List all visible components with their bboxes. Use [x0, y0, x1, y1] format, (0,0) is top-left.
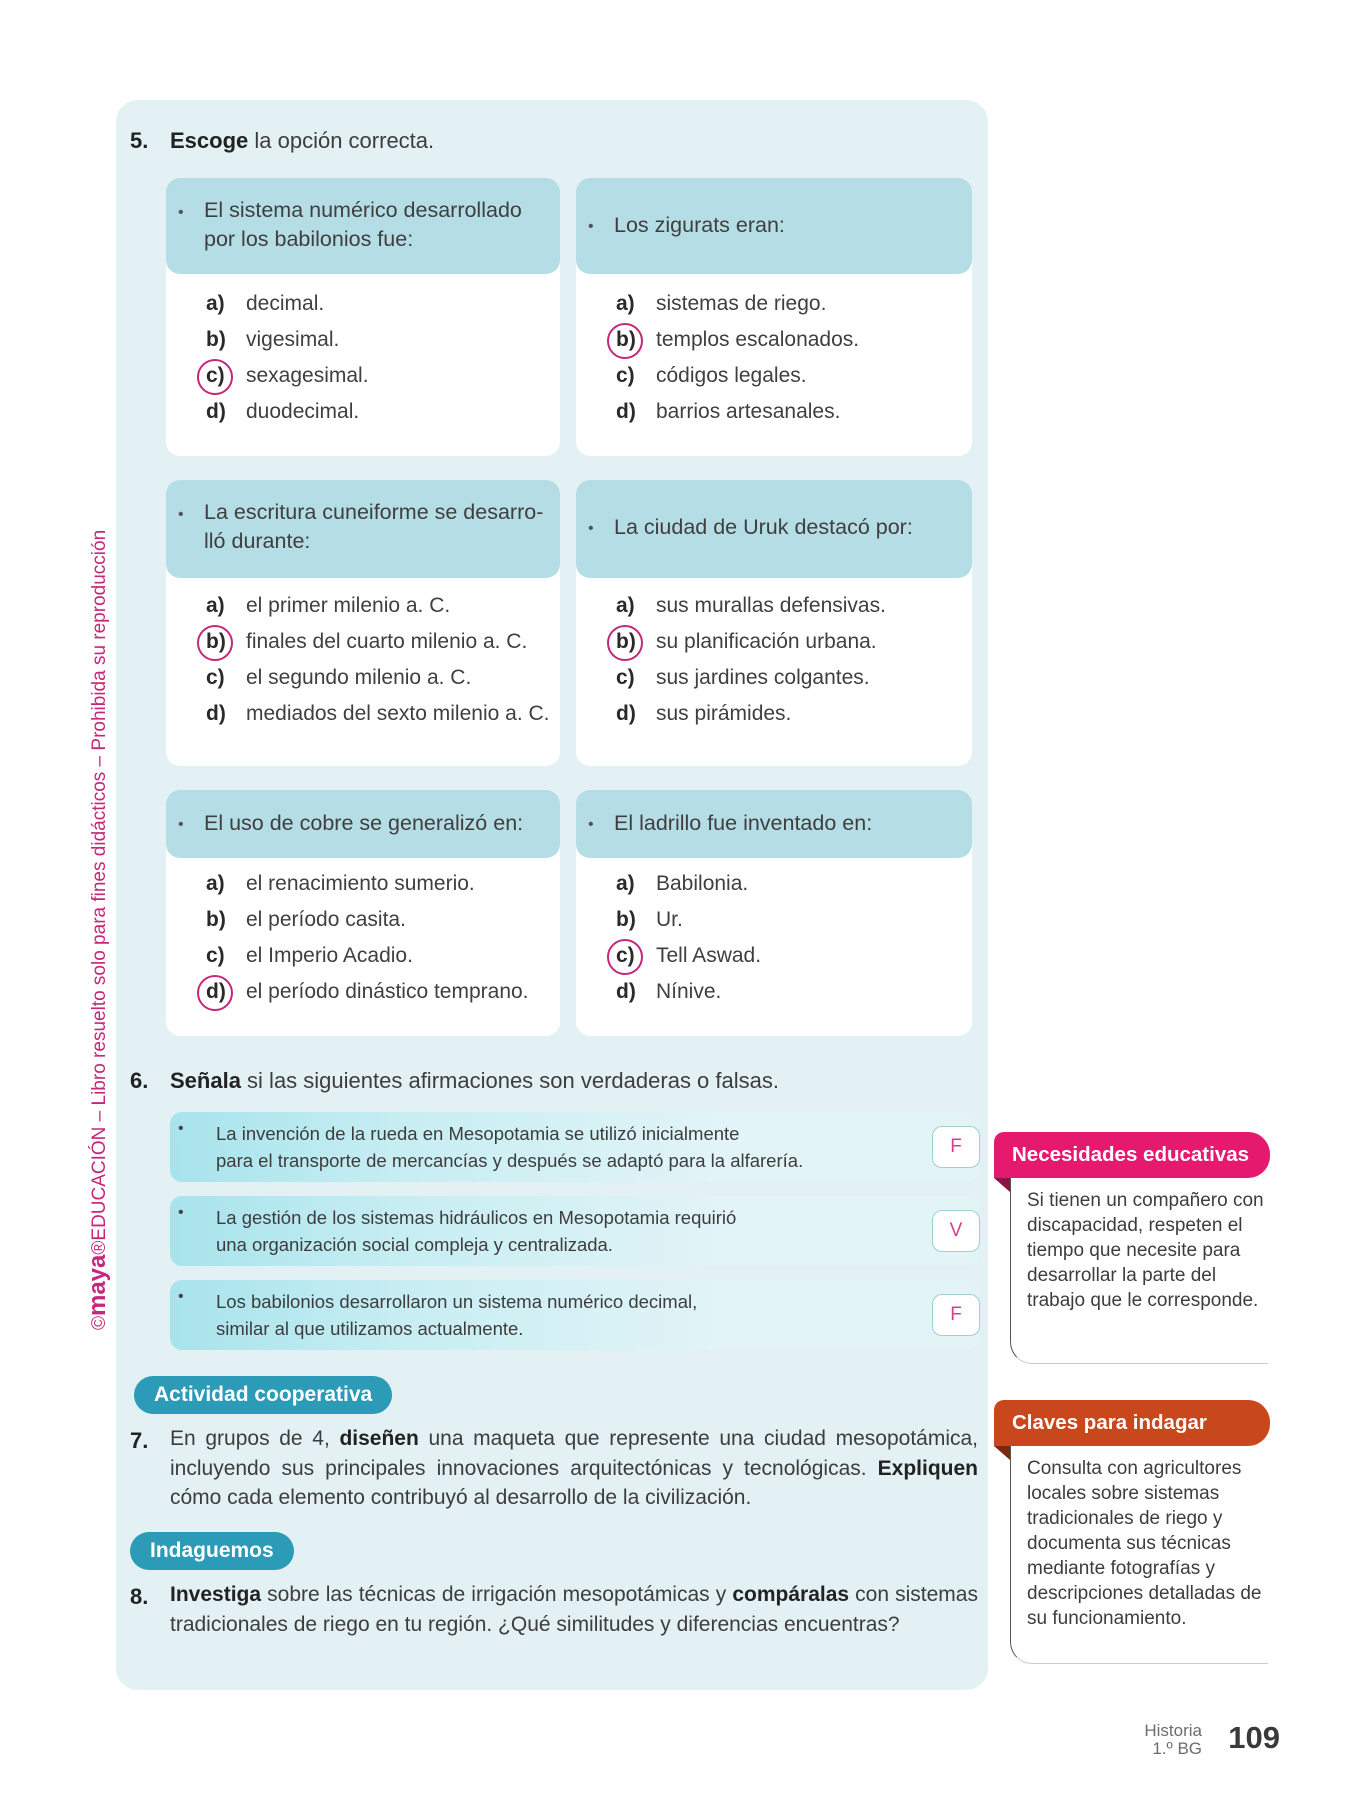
question-8-text: Investiga sobre las técnicas de irrigación mesopotámicas y compáralas con sistemas tradicionales de riego en tu región. ¿Qué similitudes y diferencias encuentras? — [170, 1583, 978, 1636]
choice-card-1 — [166, 178, 560, 456]
choice-card-2 — [576, 178, 972, 456]
card-prompt-area: • El uso de cobre se generalizó en: — [166, 790, 560, 858]
card-prompt-area: • La ciudad de Uruk destacó por: — [576, 480, 972, 578]
true-false-item-3: • Los babilonios desarrollaron un sistema numérico decimal, similar al que utilizamos actualmente. F — [170, 1280, 978, 1350]
option-d-selected[interactable]: d) el período dinástico temprano. — [206, 978, 529, 1006]
card-prompt: El sistema numérico desarrollado por los babilonios fue: — [204, 198, 522, 251]
question-8-number: 8. — [130, 1584, 149, 1609]
option-c[interactable]: c) sus jardines colgantes. — [616, 666, 870, 689]
card-prompt: El uso de cobre se generalizó en: — [204, 811, 524, 835]
option-b-selected[interactable]: b) finales del cuarto milenio a. C. — [206, 628, 527, 656]
copyright-side-text: ©maya®EDUCACIÓN – Libro resuelto solo para fines didácticos – Prohibida su reproducción — [84, 529, 111, 1330]
question-6-number: 6. — [130, 1068, 149, 1093]
footer-subject: Historia 1.º BG — [1144, 1721, 1202, 1758]
card-prompt-area: • Los zigurats eran: — [576, 178, 972, 274]
card-prompt-area: • La escritura cuneiforme se desarro-lló durante: — [166, 480, 560, 578]
choice-card-3 — [166, 480, 560, 766]
maya-logo: maya — [84, 1254, 111, 1316]
educational-needs-title: Necesidades educativas — [994, 1132, 1270, 1178]
option-a[interactable]: a) decimal. — [206, 292, 325, 315]
answer-box[interactable]: V — [932, 1210, 980, 1252]
card-prompt: El ladrillo fue inventado en: — [614, 811, 873, 835]
true-false-item-2: • La gestión de los sistemas hidráulicos en Mesopotamia requirió una organización social compleja y centralizada. V — [170, 1196, 978, 1266]
card-prompt-area: • El ladrillo fue inventado en: — [576, 790, 972, 858]
option-c[interactable]: c) el Imperio Acadio. — [206, 944, 413, 967]
statement-text: La gestión de los sistemas hidráulicos en Mesopotamia requirió una organización social compleja y centralizada. — [216, 1207, 737, 1255]
option-b[interactable]: b) vigesimal. — [206, 328, 340, 351]
question-7-text: En grupos de 4, diseñen una maqueta que represente una ciudad mesopotámica, incluyendo sus principales innovaciones arquitectónicas y tecnológicas. Expliquen cómo cada elemento contribuyó al desarrollo de la civilización. — [170, 1427, 979, 1509]
cooperative-activity-label: Actividad cooperativa — [134, 1376, 392, 1414]
option-b-selected[interactable]: b) templos escalonados. — [616, 326, 859, 354]
option-d[interactable]: d) Nínive. — [616, 980, 722, 1003]
option-b-selected[interactable]: b) su planificación urbana. — [616, 628, 877, 656]
statement-text: Los babilonios desarrollaron un sistema numérico decimal, similar al que utilizamos actualmente. — [216, 1291, 698, 1339]
question-5-heading: Escoge la opción correcta. — [170, 128, 435, 153]
option-d[interactable]: d) mediados del sexto milenio a. C. — [206, 702, 550, 725]
card-prompt: La ciudad de Uruk destacó por: — [614, 515, 913, 539]
option-a[interactable]: a) Babilonia. — [616, 872, 749, 895]
answer-box[interactable]: F — [932, 1126, 980, 1168]
option-b[interactable]: b) el período casita. — [206, 908, 406, 931]
research-keys-text: Consulta con agricultores locales sobre sistemas tradicionales de riego y documenta sus técnicas mediante fotografías y descripciones detalladas de su funcionamiento. — [1010, 1446, 1268, 1664]
option-d[interactable]: d) sus pirámides. — [616, 702, 792, 725]
option-d[interactable]: d) barrios artesanales. — [616, 400, 841, 423]
true-false-item-1: • La invención de la rueda en Mesopotamia se utilizó inicialmente para el transporte de mercancías y después se adaptó para la alfarería. F — [170, 1112, 978, 1182]
option-c[interactable]: c) el segundo milenio a. C. — [206, 666, 472, 689]
option-a[interactable]: a) sus murallas defensivas. — [616, 594, 886, 617]
page-number: 109 — [1228, 1720, 1280, 1755]
card-prompt: La escritura cuneiforme se desarro-lló durante: — [204, 500, 544, 553]
statement-text: La invención de la rueda en Mesopotamia se utilizó inicialmente para el transporte de mercancías y después se adaptó para la alfarería. — [216, 1123, 804, 1171]
question-7-number: 7. — [130, 1428, 149, 1453]
option-a[interactable]: a) el renacimiento sumerio. — [206, 872, 475, 895]
inquiry-label: Indaguemos — [130, 1532, 294, 1570]
question-6-heading: Señala si las siguientes afirmaciones son verdaderas o falsas. — [170, 1068, 779, 1093]
option-c[interactable]: c) códigos legales. — [616, 364, 807, 387]
option-a[interactable]: a) sistemas de riego. — [616, 292, 827, 315]
option-a[interactable]: a) el primer milenio a. C. — [206, 594, 451, 617]
option-c-selected[interactable]: c) sexagesimal. — [206, 362, 369, 390]
choice-card-4 — [576, 480, 972, 766]
card-prompt-area: • El sistema numérico desarrollado por los babilonios fue: — [166, 178, 560, 274]
choice-card-5 — [166, 790, 560, 1036]
answer-box[interactable]: F — [932, 1294, 980, 1336]
card-prompt: Los zigurats eran: — [614, 213, 785, 237]
research-keys-title: Claves para indagar — [994, 1400, 1270, 1446]
option-c-selected[interactable]: c) Tell Aswad. — [616, 942, 761, 970]
option-d[interactable]: d) duodecimal. — [206, 400, 360, 423]
question-5-number: 5. — [130, 128, 149, 153]
choice-card-6 — [576, 790, 972, 1036]
option-b[interactable]: b) Ur. — [616, 908, 683, 931]
educational-needs-text: Si tienen un compañero con discapacidad, respeten el tiempo que necesite para desarrollar la parte del trabajo que le corresponde. — [1010, 1178, 1268, 1364]
